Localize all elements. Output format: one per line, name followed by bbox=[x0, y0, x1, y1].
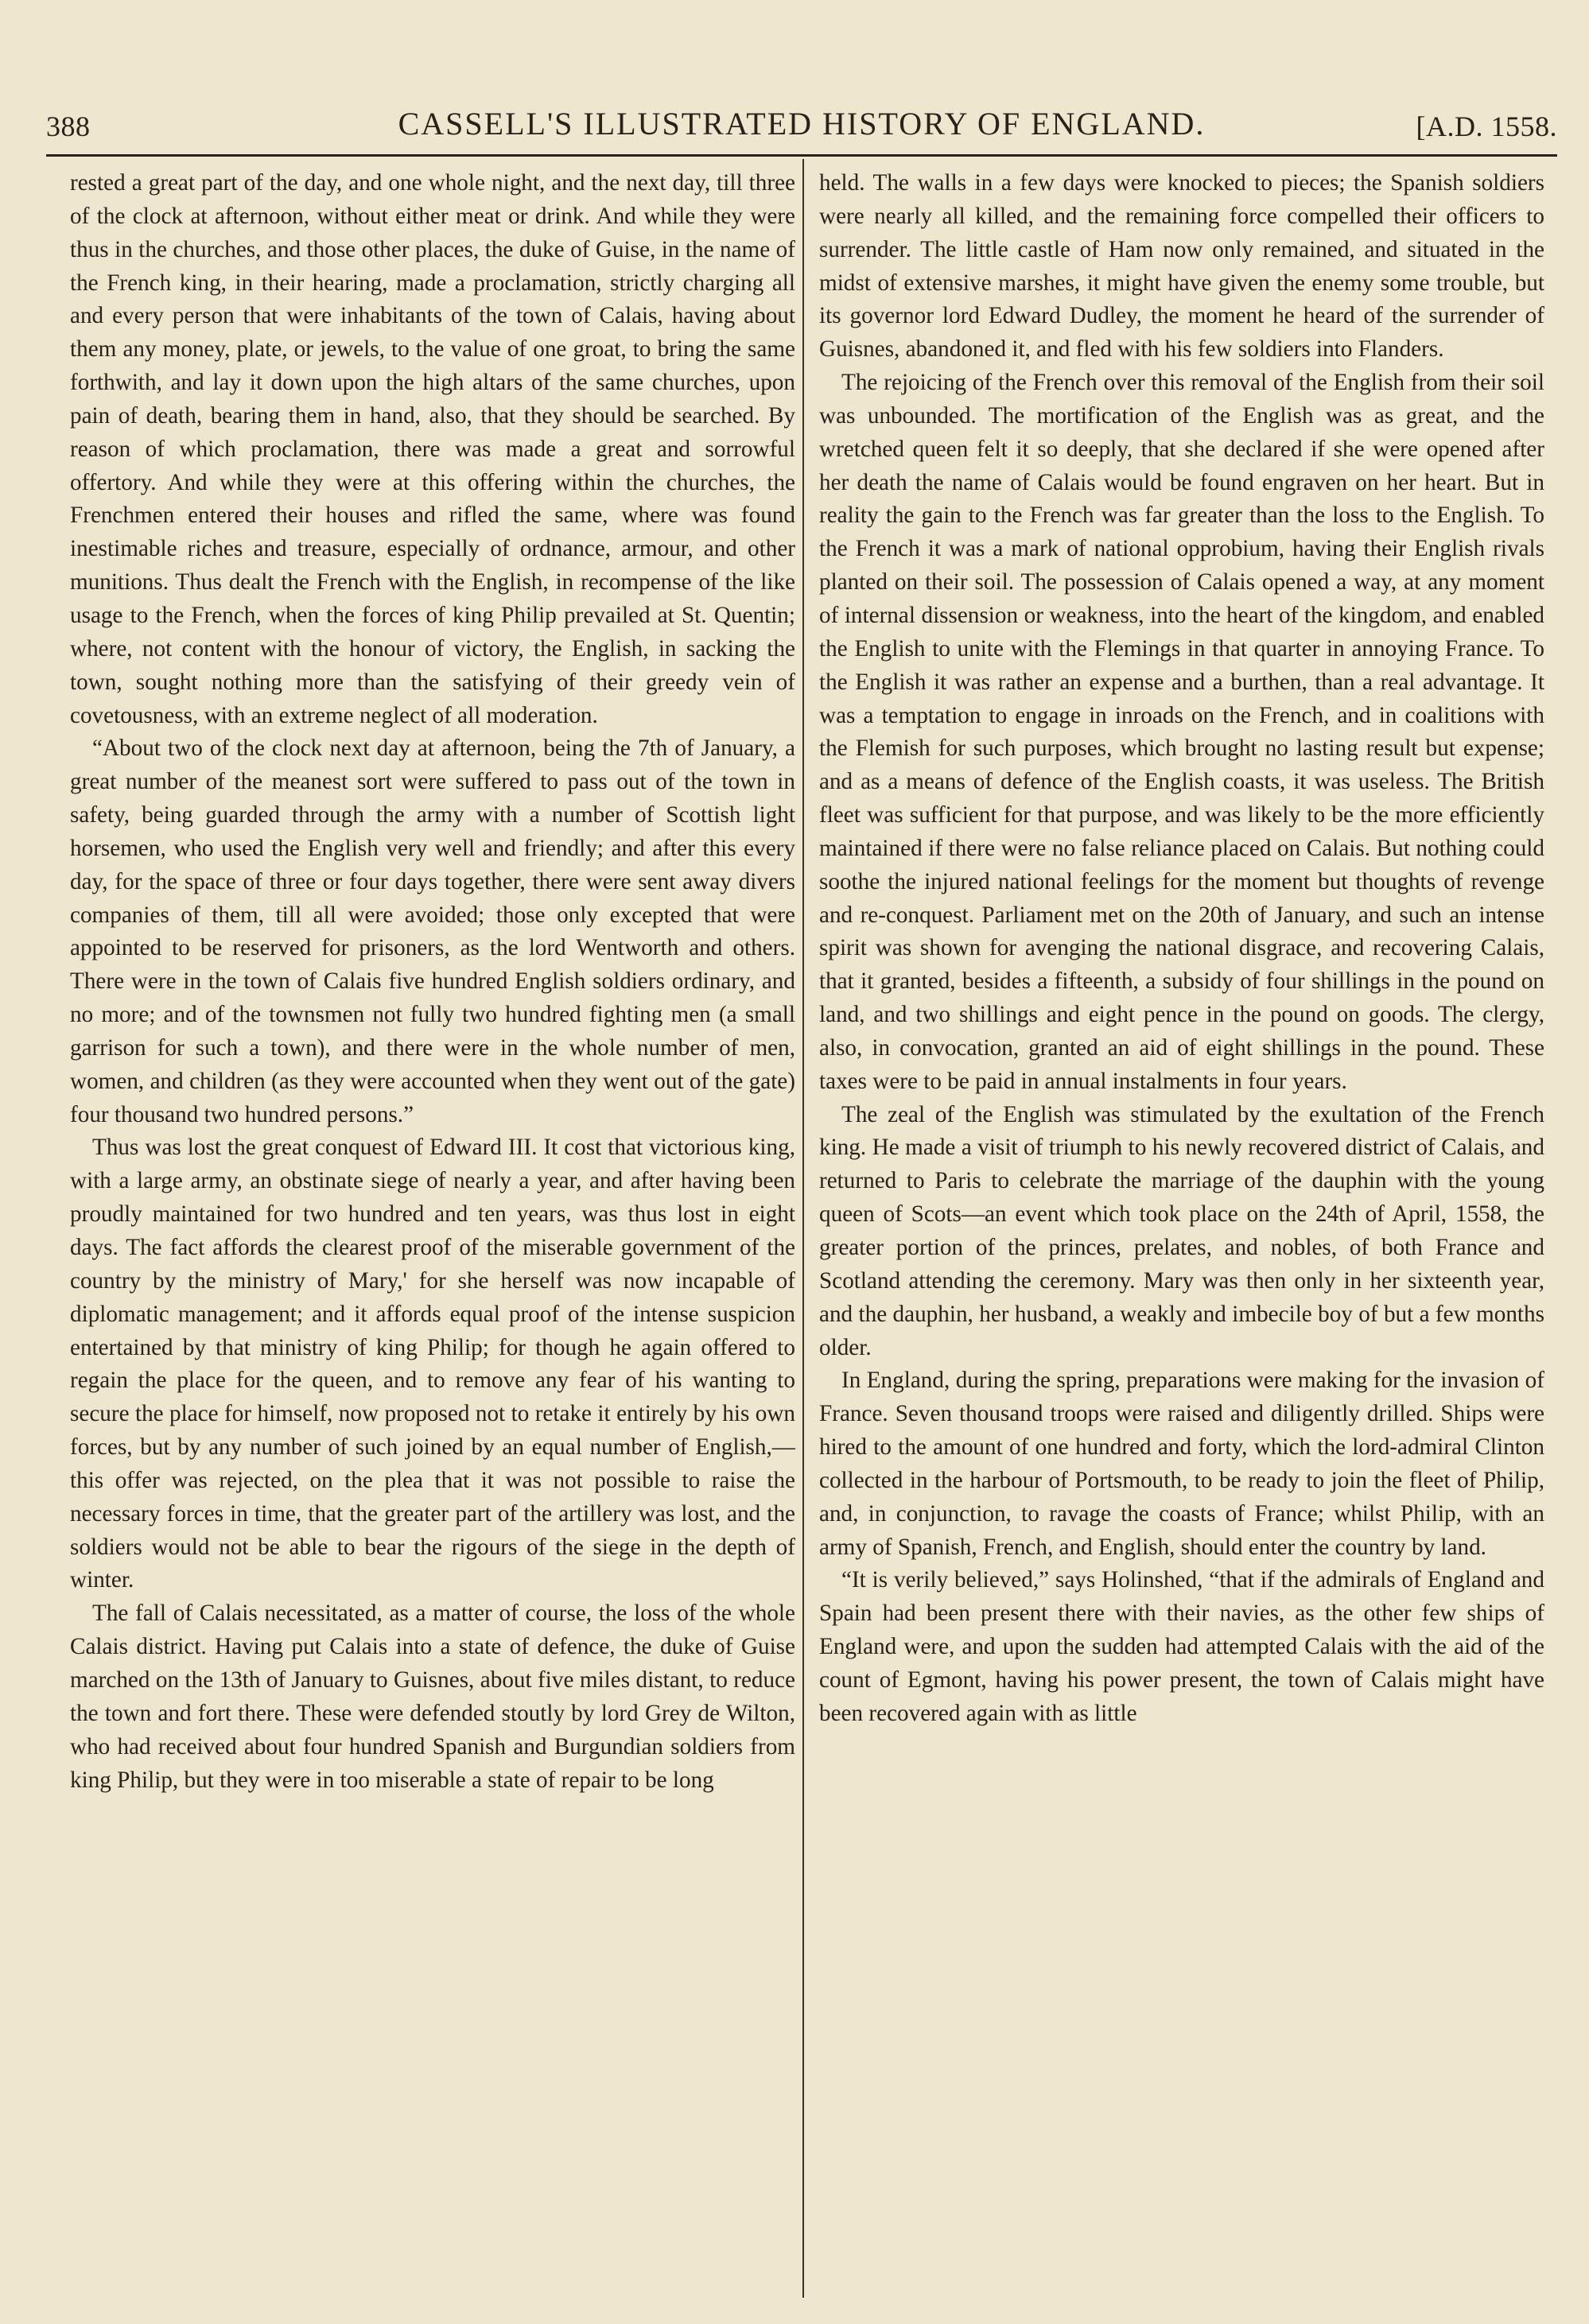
paragraph: The rejoicing of the French over this removal of the English from their soil was unbounded. The mortification of the English was as great, and the wretched queen felt it so deeply, that she declared if she were opened after her death the name of Calais would be found engraven on her heart. But in reality the gain to the French was far greater than the loss to the English. To the French it was a mark of national opprobium, having their English rivals planted on their soil. The possession of Calais opened a way, at any moment of internal dissension or weakness, into the heart of the kingdom, and enabled the English to unite with the Flemings in that quarter in annoying France. To the English it was rather an expense and a burthen, than a real advantage. It was a temptation to engage in inroads on the French, and in coalitions with the Flemish for such purposes, which brought no lasting result but expense; and as a means of defence of the English coasts, it was useless. The British fleet was sufficient for that purpose, and was likely to be the more efficiently maintained if there were no false reliance placed on Calais. But nothing could soothe the injured national feelings for the moment but thoughts of revenge and re-conquest. Parliament met on the 20th of January, and such an intense spirit was shown for avenging the national disgrace, and recovering Calais, that it granted, besides a fifteenth, a subsidy of four shillings in the pound on land, and two shillings and eight pence in the pound on goods. The clergy, also, in convocation, granted an aid of eight shillings in the pound. These taxes were to be paid in annual instalments in four years. bbox=[819, 370, 1544, 1094]
left-column bbox=[70, 167, 795, 1797]
paragraph: The zeal of the English was stimulated by the exultation of the French king. He made a visit of triumph to his newly recovered district of Calais, and returned to Paris to celebrate the marriage of the dauphin with the young queen of Scots—an event which took place on the 24th of April, 1558, the greater portion of the princes, prelates, and nobles, of both France and Scotland attending the ceremony. Mary was then only in her sixteenth year, and the dauphin, her husband, a weakly and imbecile boy of but a few months older. bbox=[819, 1101, 1544, 1360]
right-column bbox=[819, 167, 1544, 1731]
column-divider bbox=[802, 159, 804, 2298]
paragraph: rested a great part of the day, and one whole night, and the next day, till three of the clock at afternoon, without either meat or drink. And while they were thus in the churches, and those other places, the duke of Guise, in the name of the French king, in their hearing, made a proclamation, strictly charging all and every person that were inhabitants of the town of Calais, having about them any money, plate, or jewels, to the value of one groat, to bring the same forthwith, and lay it down upon the high altars of the same churches, upon pain of death, bearing them in hand, also, that they should be searched. By reason of which proclamation, there was made a great and sorrowful offertory. And while they were at this offering within the churches, the Frenchmen entered their houses and rifled the same, where was found inestimable riches and treasure, especially of ordnance, armour, and other munitions. Thus dealt the French with the English, in recompense of the like usage to the French, when the forces of king Philip prevailed at St. Quentin; where, not content with the honour of victory, the English, in sacking the town, sought nothing more than the satisfying of their greedy vein of covetousness, with an extreme neglect of all moderation. bbox=[70, 170, 795, 728]
page-number: 388 bbox=[46, 111, 91, 142]
paragraph: held. The walls in a few days were knocked to pieces; the Spanish soldiers were nearly all killed, and the remaining force compelled their officers to surrender. The little castle of Ham now only remained, and situated in the midst of extensive marshes, it might have given the enemy some trouble, but its governor lord Edward Dudley, the moment he heard of the surrender of Guisnes, abandoned it, and fled with his few soldiers into Flanders. bbox=[819, 170, 1544, 363]
header-rule bbox=[46, 154, 1557, 157]
running-header bbox=[46, 105, 1557, 153]
paragraph: The fall of Calais necessitated, as a matter of course, the loss of the whole Calais district. Having put Calais into a state of defence, the duke of Guise marched on the 13th of January to Guisnes, about five miles distant, to reduce the town and fort there. These were defended stoutly by lord Grey de Wilton, who had received about four hundred Spanish and Burgundian soldiers from king Philip, but they were in too miserable a state of repair to be long bbox=[70, 1600, 795, 1793]
running-title: CASSELL'S ILLUSTRATED HISTORY OF ENGLAND. bbox=[398, 106, 1206, 142]
running-date: [A.D. 1558. bbox=[1416, 111, 1557, 142]
paragraph: In England, during the spring, preparations were making for the invasion of France. Seven thousand troops were raised and diligently drilled. Ships were hired to the amount of one hundred and forty, which the lord-admiral Clinton collected in the harbour of Portsmouth, to be ready to join the fleet of Philip, and, in conjunction, to ravage the coasts of France; whilst Philip, with an army of Spanish, French, and English, should enter the country by land. bbox=[819, 1368, 1544, 1560]
paragraph: “About two of the clock next day at afternoon, being the 7th of January, a great number of the meanest sort were suffered to pass out of the town in safety, being guarded through the army with a number of Scottish light horsemen, who used the English very well and friendly; and after this every day, for the space of three or four days together, there were sent away divers companies of them, till all were avoided; those only excepted that were appointed to be reserved for prisoners, as the lord Wentworth and others. There were in the town of Calais five hundred English soldiers ordinary, and no more; and of the townsmen not fully two hundred fighting men (a small garrison for such a town), and there were in the whole number of men, women, and children (as they were accounted when they went out of the gate) four thousand two hundred persons.” bbox=[70, 735, 795, 1127]
paragraph: “It is verily believed,” says Holinshed, “that if the admirals of England and Spain had been present there with their navies, as the other few ships of England were, and upon the sudden had attempted Calais with the aid of the count of Egmont, having his power present, the town of Calais might have been recovered again with as little bbox=[819, 1567, 1544, 1726]
paragraph: Thus was lost the great conquest of Edward III. It cost that victorious king, with a large army, an obstinate siege of nearly a year, and after having been proudly maintained for two hundred and ten years, was thus lost in eight days. The fact affords the clearest proof of the miserable government of the country by the ministry of Mary,' for she herself was now incapable of diplomatic management; and it affords equal proof of the intense suspicion entertained by that ministry of king Philip; for though he again offered to regain the place for the queen, and to remove any fear of his wanting to secure the place for himself, now proposed not to retake it entirely by his own forces, but by any number of such joined by an equal number of English,—this offer was rejected, on the plea that it was not possible to raise the necessary forces in time, that the greater part of the artillery was lost, and the soldiers would not be able to bear the rigours of the siege in the depth of winter. bbox=[70, 1135, 795, 1593]
